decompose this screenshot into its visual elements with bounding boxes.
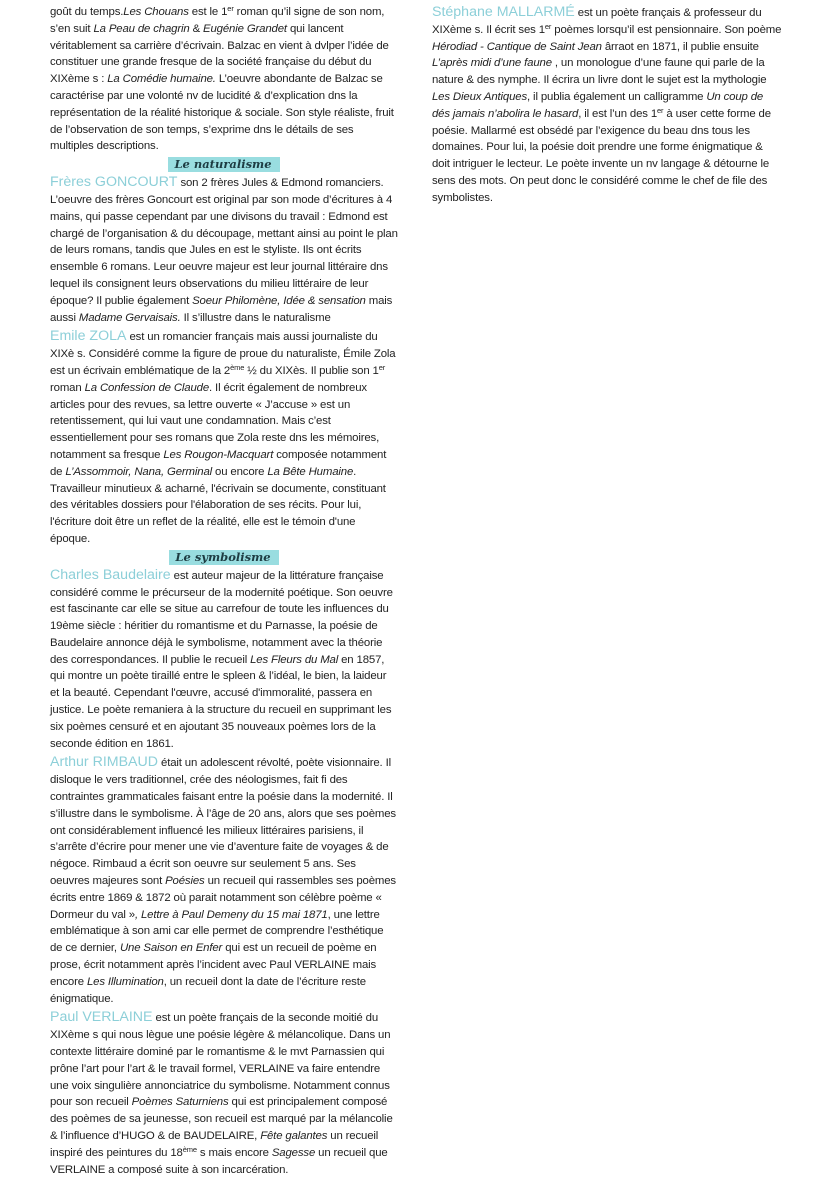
text: , il est l’un des 1 (578, 107, 658, 120)
work-title: Les Rougon-Macquart (163, 448, 274, 461)
text: est un poète français de la seconde moitié du XIXème s qui nous lègue une poésie légère & mélancolique. Dans un contexte littéraire dominé par le romantisme & le mvt Parnassien qui prône l’art pour l’art & le travail formel, VERLAINE va faire entendre une voix singulière annonciatrice du symbolisme. Notamment connus pour son recueil (50, 1012, 391, 1109)
work-title: Fête galantes (260, 1130, 328, 1142)
text: , un recueil dont la date de l’écriture reste énigmatique. (50, 975, 366, 1005)
work-title: L’après midi d’une faune (432, 57, 552, 70)
superscript: er (657, 105, 664, 115)
text: , un monologue d’une faune qui parle de la nature & des nymphe. Il écrira un livre dont le sujet est la mythologie (432, 57, 767, 87)
text: en 1857, qui montre un poète tiraillé entre le spleen & l’idéal, le bien, la laideur et la beauté. Cependant l'œuvre, accusé d'immoralité, passera en justice. Le poète remaniera à la structure du recueil en supprimant les six poèmes censuré et en ajoutant 35 nouveaux poèmes lors de la seconde édition en 1861. (50, 653, 392, 750)
text: qui lancent véritablement sa carrière d’écrivain. Balzac en vient à dvlper l’idée de constituer une grande fresque de la société française du début du XIXème s : (50, 22, 389, 86)
text: un recueil inspiré des peintures du 18 (50, 1130, 379, 1159)
text: ârraot en 1871, il publie ensuite (601, 40, 759, 53)
work-title: Eugénie Grandet (203, 22, 287, 35)
text: Il s’illustre dans le naturalisme (180, 311, 331, 324)
author-name: Paul VERLAINE (50, 1009, 153, 1026)
work-title: Les Fleurs du Mal (250, 653, 339, 666)
author-name: Frères GONCOURT (50, 174, 178, 191)
mallarme-paragraph (432, 4, 782, 207)
section-heading-naturalisme (50, 157, 398, 173)
work-title: Les Chouans (123, 6, 189, 18)
work-title: L’Assommoir, Nana, Germinal (65, 465, 213, 478)
text: L’oeuvre abondante de Balzac se caractérise par une volonté nv de lucidité & d’explication dns la représentation de la réalité historique & sociale. Son style réaliste, fruit de l’observation de son temps, s’exprime dns le détails de ses multiples descriptions. (50, 73, 394, 153)
text: est un romancier français mais aussi journaliste du XIXè s. Considéré comme la figure de proue du naturaliste, Émile Zola est un écrivain emblématique de la 2 (50, 331, 396, 377)
work-title: Un coup de dés jamais n’abolira le hasard (432, 90, 764, 120)
text: , une lettre emblématique à son ami car elle permet de comprendre l’esthétique de ce dernier, (50, 908, 384, 955)
work-title: La Peau de chagrin (93, 22, 190, 35)
text: est auteur majeur de la littérature française considéré comme le précurseur de la modernité poétique. Son oeuvre est fascinante car elle se situe au carrefour de toute les influences du 19ème siècle : héritier du romantisme et du Parnasse, la poésie de Baudelaire annonce déjà le symbolisme, notamment avec la théorie des correspondances. Il publie le recueil (50, 569, 393, 666)
text: composée notamment de (50, 448, 387, 478)
work-title: Poèmes Saturniens (131, 1096, 229, 1109)
author-name: Stéphane MALLARMÉ (432, 4, 575, 20)
section-heading-symbolisme (50, 550, 398, 566)
superscript: er (227, 4, 234, 13)
author-name: Arthur RIMBAUD (50, 754, 158, 771)
baudelaire-paragraph (50, 567, 398, 753)
text: . Travailleur minutieux & acharné, l'écrivain se documente, constituant des véritables dossiers pour l'élaboration de ses récits. Pour lui, l'écriture doit être un reflet de la réalité, elle est le témoin d'une époque. (50, 465, 386, 545)
text: s mais encore (196, 1146, 272, 1159)
text: son 2 frères Jules & Edmond romanciers. L’oeuvre des frères Goncourt est original par son mode d’écritures à 4 mains, qui passe cependant par une divisons du travail : Edmond est chargé de l’organisation & du découpage, mettant ainsi au point le plan de leurs romans, tandis que Jules en est le styliste. Ils ont écrits ensemble 6 romans. Leur oeuvre majeur est leur journal littéraire dns lequel ils consignent leurs observations du milieu littéraire de leur époque? Il publie également (50, 177, 398, 307)
text: qui est un recueil de poème en prose, écrit notamment après l’incident avec Paul VERLAINE mais encore (50, 942, 377, 988)
text: roman (50, 381, 85, 394)
work-title: Les Illumination (86, 975, 164, 988)
work-title: Poésies (165, 875, 205, 888)
text: est un poète français & professeur du XIXème s. Il écrit ses 1 (432, 7, 762, 36)
work-title: Soeur Philomène, Idée & sensation (192, 294, 366, 307)
work-title: Madame Gervaisais. (78, 311, 181, 324)
work-title: Hérodiad - Cantique de Saint Jean (432, 40, 602, 53)
superscript: ème (182, 1144, 197, 1154)
verlaine-paragraph (50, 1009, 398, 1178)
work-title: La Bête Humaine (267, 465, 354, 478)
text: ou encore (212, 465, 268, 478)
text: à user cette forme de poésie. Mallarmé est obsédé par l’exigence du beau dns tous les domaines. Pour lui, la poésie doit prendre une forme énigmatique & doit intriguer le lecteur. Le poète invente un nv langage & détourne le sens des mots. On peut donc le considéré comme le chef de file des symbolistes. (432, 107, 771, 204)
superscript: ème (230, 362, 245, 372)
work-title: La Comédie humaine. (107, 73, 216, 86)
text: poèmes lorsqu’il est pensionnaire. Son poème (551, 23, 782, 36)
section-heading-label: Le symbolisme (169, 550, 278, 565)
text: goût du temps. (50, 6, 124, 18)
superscript: er (544, 21, 552, 31)
text: roman qu’il signe de son nom, s’en suit (50, 6, 385, 35)
work-title: Les Dieux Antiques (432, 90, 528, 103)
superscript: er (378, 362, 386, 372)
text: & (189, 22, 204, 35)
text: était un adolescent révolté, poète visionnaire. Il disloque le vers traditionnel, crée des néologismes, fait fi des contraintes grammaticales faisant entre la poésie dans la modernité. Il s’illustre dans le symbolisme. À l’âge de 20 ans, alors que ses poèmes ont considérablement influencé les milieux littéraires parisiens, il s’arrête d’écrire pour mener une vie d’aventure faite de voyages & de négoce. Rimbaud a écrit son oeuvre sur seulement 5 ans. Ses oeuvres majeures sont (50, 757, 396, 888)
work-title: Sagesse (271, 1146, 316, 1159)
author-name: Emile ZOLA (50, 328, 127, 345)
text: mais aussi (50, 294, 393, 324)
text: est le 1 (188, 6, 228, 18)
left-column (50, 4, 398, 1180)
text: , il publia également un calligramme (527, 90, 707, 103)
author-name: Charles Baudelaire (50, 566, 171, 583)
rimbaud-paragraph (50, 754, 398, 1007)
text: un recueil qui rassembles ses poèmes écrits entre 1869 & 1872 où parait notamment son célèbre poème « Dormeur du val » (50, 875, 396, 921)
right-column (432, 4, 782, 209)
balzac-paragraph (50, 4, 398, 155)
work-title: , Lettre à Paul Demeny du 15 mai 1871 (134, 908, 328, 921)
section-heading-label: Le naturalisme (168, 157, 279, 172)
work-title: La Confession de Claude (84, 381, 210, 394)
text: ½ du XIXès. Il publie son 1 (244, 364, 379, 377)
text: . Il écrit également de nombreux articles pour des revues, sa lettre ouverte « J’accuse » est un retentissement, qui lui vaut une condamnation. Mais c’est essentiellement pour ses romans que Zola reste dns les mémoires, notamment sa fresque (50, 381, 380, 461)
work-title: Une Saison en Enfer (119, 942, 223, 955)
goncourt-paragraph (50, 174, 398, 326)
text: un recueil que VERLAINE a composé suite à son incarcération. (50, 1146, 388, 1176)
zola-paragraph (50, 328, 398, 547)
text: qui est principalement composé des poèmes de sa jeunesse, son recueil est marqué par la mélancolie & l’influence d’HUGO & de BAUDELAIRE, (50, 1096, 393, 1142)
